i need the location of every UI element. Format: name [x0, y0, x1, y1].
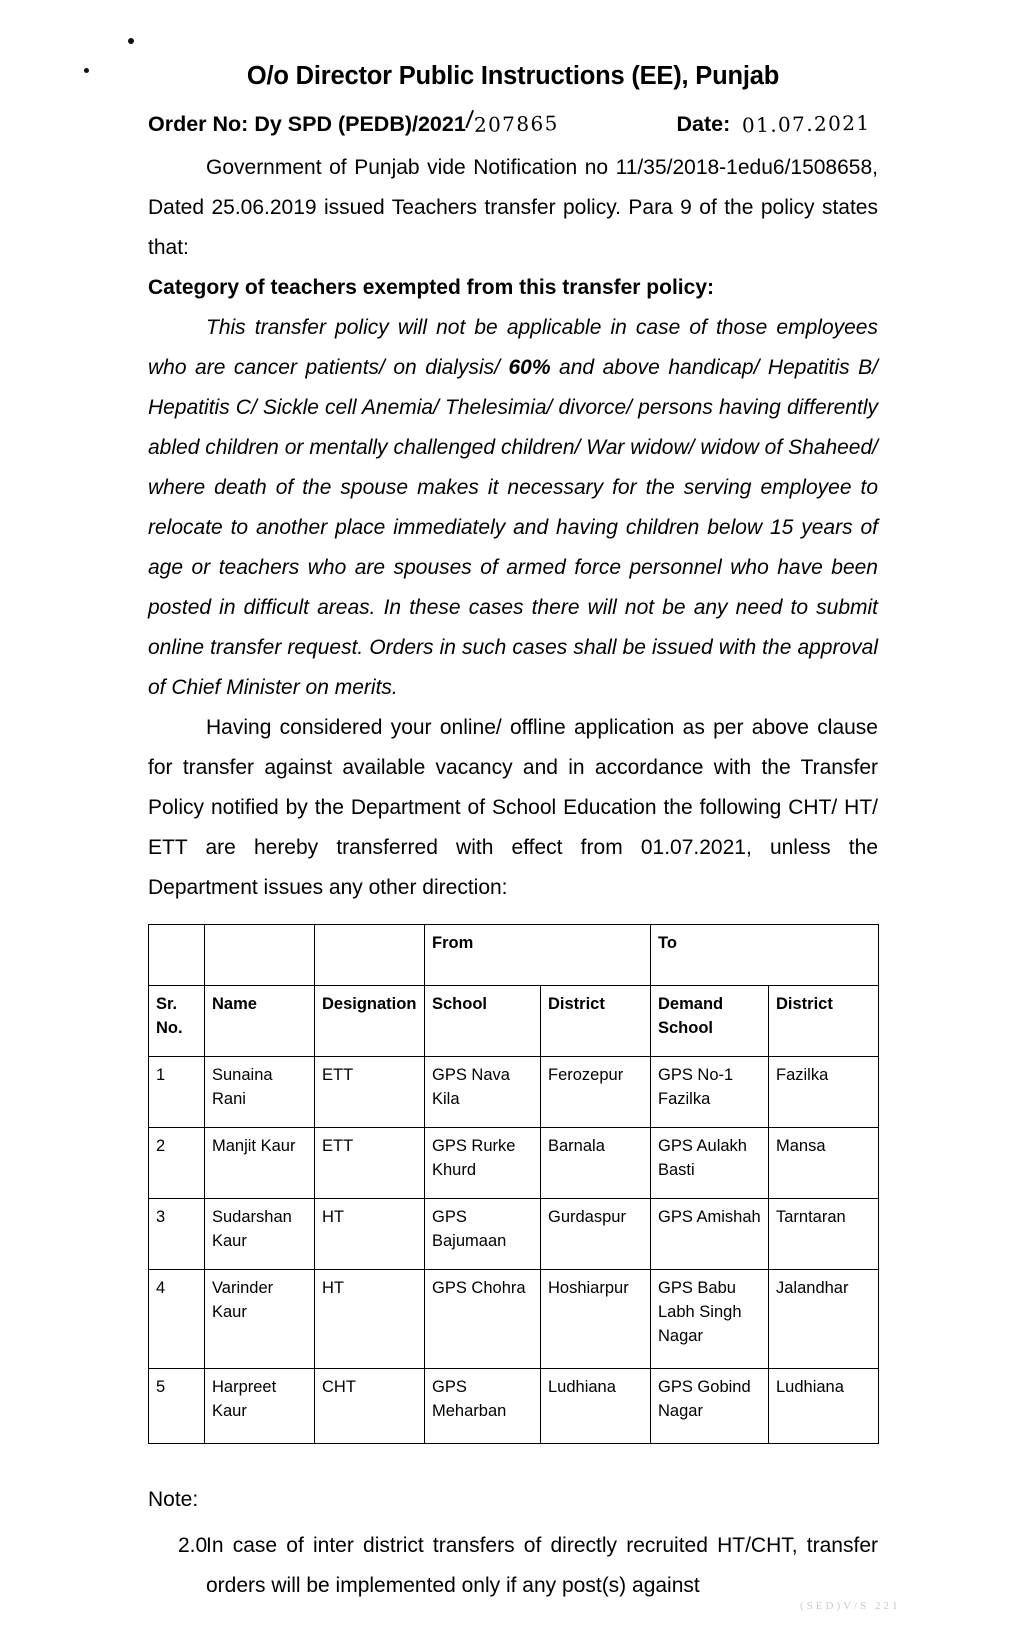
cell-district: Ferozepur	[541, 1057, 651, 1128]
cell-to-district: Ludhiana	[769, 1369, 879, 1444]
cell-demand-school: GPS No-1 Fazilka	[651, 1057, 769, 1128]
cell-demand-school: GPS Babu Labh Singh Nagar	[651, 1270, 769, 1369]
cell-name: Harpreet Kaur	[205, 1369, 315, 1444]
table-row	[149, 1057, 879, 1128]
note-item	[148, 1526, 878, 1606]
order-number-label: Order No: Dy SPD (PEDB)/2021	[148, 112, 466, 136]
exemption-percentage: 60%	[508, 356, 551, 379]
cell-sr-no: 1	[149, 1057, 205, 1128]
cell-district: Barnala	[541, 1128, 651, 1199]
column-header-school: School	[425, 986, 541, 1057]
paragraph-exemption-policy	[148, 308, 878, 708]
date-handwritten: 01.07.2021	[742, 110, 872, 138]
table-row	[149, 1369, 879, 1444]
table-group-header-row	[149, 925, 879, 986]
exemption-text-part2: and above handicap/ Hepatitis B/ Hepatitis C/ Sickle cell Anemia/ Thelesimia/ divorce/ persons having differently abled children or mentally challenged children/ War widow/ widow of Shaheed/ where death of the spouse makes it necessary for the serving employee to relocate to another place immediately and having children below 15 years of age or teachers who are spouses of armed force personnel who have been posted in difficult areas. In these cases there will not be any need to submit online transfer request. Orders in such cases shall be issued with the approval of Chief Minister on merits.	[148, 356, 878, 699]
group-header-to: To	[651, 925, 879, 986]
page-title: O/o Director Public Instructions (EE), Punjab	[246, 62, 780, 90]
note-section	[148, 1480, 878, 1606]
column-header-sr-no: Sr. No.	[149, 986, 205, 1057]
cell-to-district: Fazilka	[769, 1057, 879, 1128]
cell-to-district: Tarntaran	[769, 1199, 879, 1270]
group-header-blank-3	[315, 925, 425, 986]
cell-school: GPS Meharban	[425, 1369, 541, 1444]
cell-name: Sudarshan Kaur	[205, 1199, 315, 1270]
note-text: In case of inter district transfers of directly recruited HT/CHT, transfer orders will be implemented only if any post(s) against	[206, 1534, 878, 1597]
cell-district: Gurdaspur	[541, 1199, 651, 1270]
cell-sr-no: 2	[149, 1128, 205, 1199]
table-row	[149, 1128, 879, 1199]
cell-name: Manjit Kaur	[205, 1128, 315, 1199]
date-label: Date:	[676, 112, 731, 136]
scan-speck-icon	[84, 68, 89, 73]
note-number: 2.0	[178, 1534, 208, 1557]
table-row	[149, 1199, 879, 1270]
table-row	[149, 1270, 879, 1369]
order-number-handwritten: 207865	[473, 111, 559, 137]
group-header-from: From	[425, 925, 651, 986]
cell-designation: CHT	[315, 1369, 425, 1444]
cell-school: GPS Chohra	[425, 1270, 541, 1369]
cell-name: Varinder Kaur	[205, 1270, 315, 1369]
cell-school: GPS Nava Kila	[425, 1057, 541, 1128]
cell-sr-no: 5	[149, 1369, 205, 1444]
group-header-blank-1	[149, 925, 205, 986]
cell-sr-no: 3	[149, 1199, 205, 1270]
cell-school: GPS Bajumaan	[425, 1199, 541, 1270]
cell-designation: ETT	[315, 1128, 425, 1199]
footer-faint-text: (SED)V/S 221	[800, 1600, 901, 1612]
column-header-demand-school: Demand School	[651, 986, 769, 1057]
cell-sr-no: 4	[149, 1270, 205, 1369]
column-header-to-district: District	[769, 986, 879, 1057]
cell-district: Ludhiana	[541, 1369, 651, 1444]
cell-to-district: Mansa	[769, 1128, 879, 1199]
scan-speck-icon	[128, 38, 134, 44]
group-header-blank-2	[205, 925, 315, 986]
cell-school: GPS Rurke Khurd	[425, 1128, 541, 1199]
transfer-table	[148, 924, 879, 1444]
note-label: Note:	[148, 1488, 199, 1511]
cell-demand-school: GPS Amishah	[651, 1199, 769, 1270]
cell-designation: HT	[315, 1199, 425, 1270]
cell-designation: ETT	[315, 1057, 425, 1128]
cell-district: Hoshiarpur	[541, 1270, 651, 1369]
table-column-header-row	[149, 986, 879, 1057]
paragraph-notification: Government of Punjab vide Notification no 11/35/2018-1edu6/1508658, Dated 25.06.2019 issued Teachers transfer policy. Para 9 of the policy states that:	[148, 156, 878, 259]
cell-name: Sunaina Rani	[205, 1057, 315, 1128]
order-slash-mark: /	[464, 105, 475, 135]
exempt-category-heading: Category of teachers exempted from this transfer policy:	[148, 276, 714, 299]
document-content	[148, 0, 878, 1606]
cell-designation: HT	[315, 1270, 425, 1369]
column-header-name: Name	[205, 986, 315, 1057]
column-header-district: District	[541, 986, 651, 1057]
cell-to-district: Jalandhar	[769, 1270, 879, 1369]
exemption-text-part1: This transfer policy will not be applicable in case of those employees who are cancer patients/ on dialysis/	[148, 316, 878, 379]
paragraph-transfer-decision: Having considered your online/ offline application as per above clause for transfer against available vacancy and in accordance with the Transfer Policy notified by the Department of School Education the following CHT/ HT/ ETT are hereby transferred with effect from 01.07.2021, unless the Department issues any other direction:	[148, 716, 878, 899]
cell-demand-school: GPS Gobind Nagar	[651, 1369, 769, 1444]
cell-demand-school: GPS Aulakh Basti	[651, 1128, 769, 1199]
order-and-date-line	[148, 105, 878, 138]
column-header-designation: Designation	[315, 986, 425, 1057]
